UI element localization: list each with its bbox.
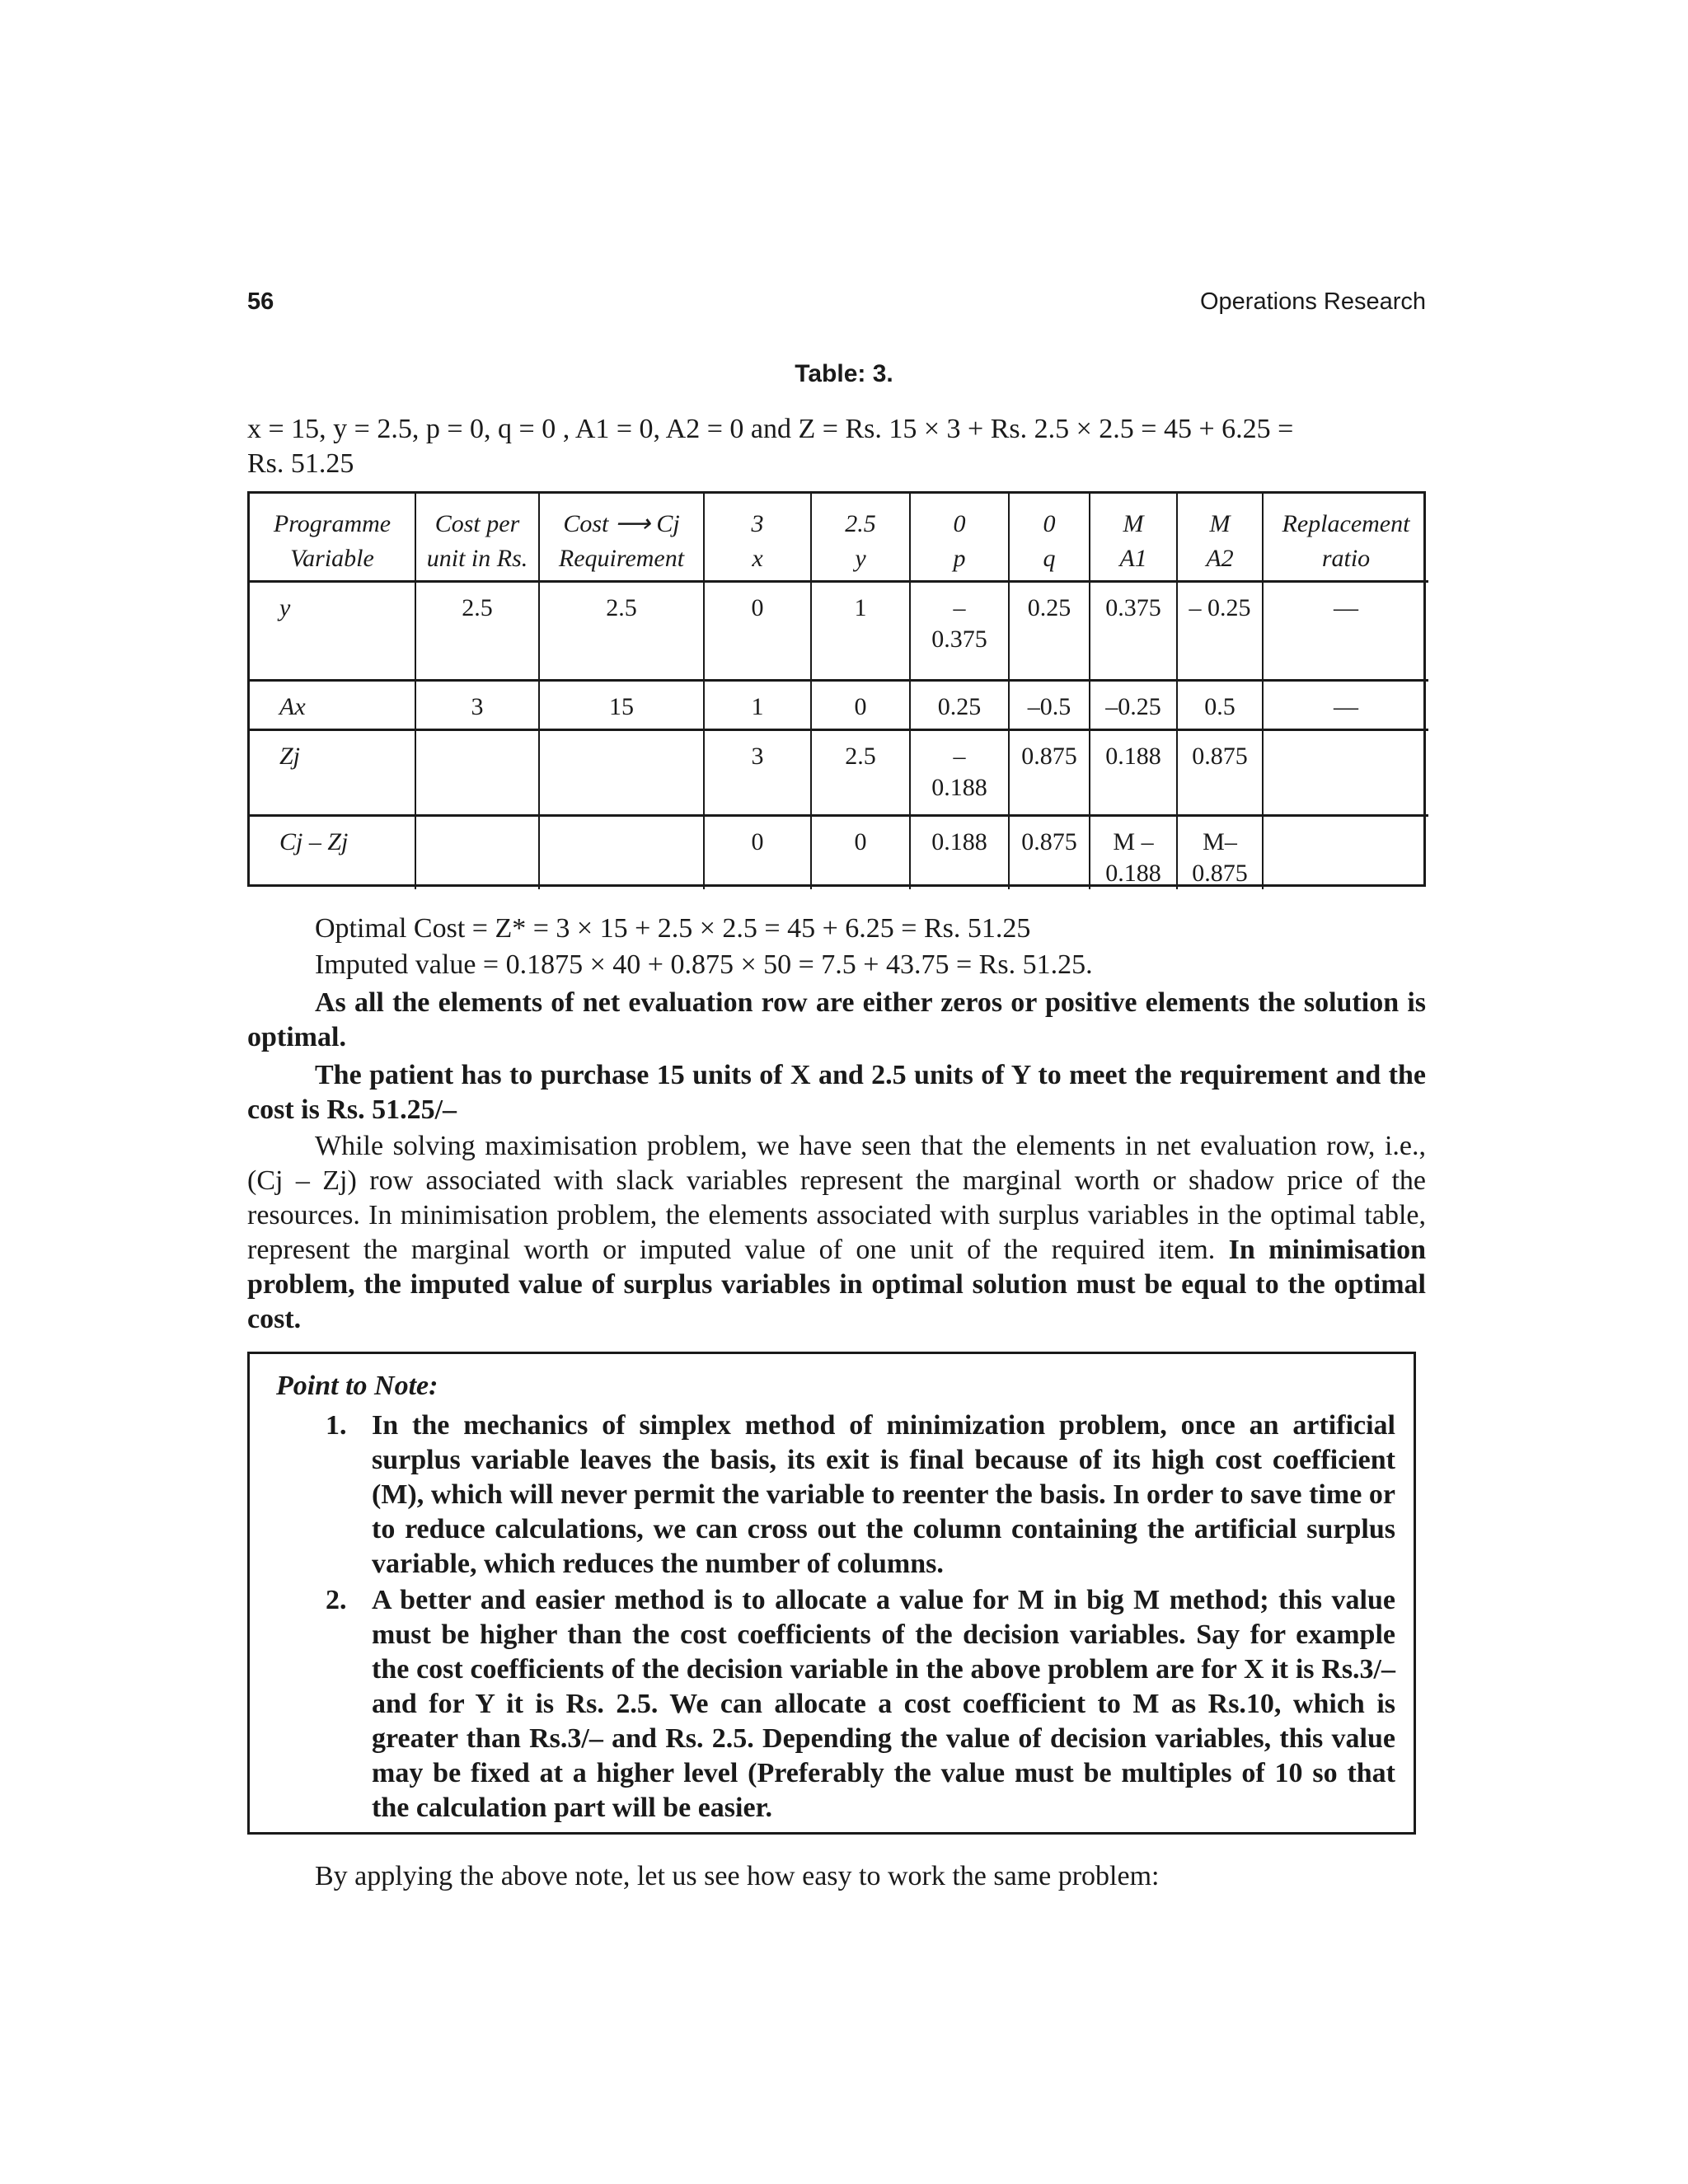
cell-text: — bbox=[1334, 594, 1358, 621]
imputed-value-line: Imputed value = 0.1875 × 40 + 0.875 × 50 = 7.5 + 43.75 = Rs. 51.25. bbox=[315, 949, 1093, 980]
note-item-number: 2. bbox=[326, 1585, 347, 1615]
cell-text: Programme bbox=[273, 510, 392, 537]
cell-text bbox=[1264, 827, 1428, 858]
cell-text: Cost per bbox=[434, 510, 520, 537]
cell-text: y bbox=[855, 545, 866, 572]
table-cell bbox=[705, 817, 812, 889]
table-cell bbox=[250, 583, 416, 682]
table-cell bbox=[812, 731, 911, 817]
table-cell bbox=[1090, 817, 1178, 889]
table-cell bbox=[812, 583, 911, 682]
table-cell bbox=[911, 682, 1010, 731]
table-cell bbox=[1090, 583, 1178, 682]
cell-text: – bbox=[953, 594, 966, 621]
cell-text: A2 bbox=[1206, 545, 1234, 572]
cell-text: M– bbox=[1203, 828, 1237, 855]
cell-text: –0.5 bbox=[1027, 693, 1071, 720]
closing-line: By applying the above note, let us see how easy to work the same problem: bbox=[315, 1861, 1160, 1891]
optimal-cost-line: Optimal Cost = Z* = 3 × 15 + 2.5 × 2.5 = 45 + 6.25 = Rs. 51.25 bbox=[315, 913, 1031, 944]
cell-text: Zj bbox=[279, 743, 301, 770]
cell-text: 0 bbox=[751, 594, 764, 621]
cell-text: 0.5 bbox=[1204, 693, 1236, 720]
table-cell bbox=[540, 817, 705, 889]
cell-text: 0.25 bbox=[1027, 594, 1071, 621]
table-cell bbox=[416, 583, 540, 682]
cell-text: 0.188 bbox=[931, 828, 987, 855]
cell-text: 0.375 bbox=[931, 626, 987, 653]
table-cell bbox=[416, 731, 540, 817]
cell-text: 0 bbox=[953, 510, 966, 537]
cell-text: 0 bbox=[1043, 510, 1056, 537]
note-item-text: A better and easier method is to allocate a value for M in big M method; this value must be higher than the cost coefficients of the decision variables. Say for example the cost coefficients of the decision variable in the above problem are for X it is Rs.3/– and for Y it is Rs. 2.5. We can allocate a cost coefficient to M as Rs.10, which is greater than Rs.3/– and Rs. 2.5. Depending the value of decision variables, this value may be fixed at a higher level (Preferably the value must be multiples of 10 so that the calculation part will be easier. bbox=[372, 1585, 1395, 1823]
solution-line-1: x = 15, y = 2.5, p = 0, q = 0 , A1 = 0, A2 = 0 and Z = Rs. 15 × 3 + Rs. 2.5 × 2.5 = 45 + 6.25 = bbox=[247, 414, 1294, 444]
cell-text: p bbox=[953, 545, 966, 572]
cell-text: 1 bbox=[751, 693, 764, 720]
table-header-cell bbox=[911, 494, 1010, 583]
cell-text: A1 bbox=[1119, 545, 1147, 572]
cell-text bbox=[540, 827, 703, 858]
cell-text: Replacement bbox=[1282, 510, 1410, 537]
table-cell bbox=[812, 817, 911, 889]
running-head: Operations Research bbox=[1199, 288, 1426, 315]
cell-text: — bbox=[1334, 693, 1358, 720]
point-to-note-box bbox=[247, 1352, 1416, 1835]
table-cell bbox=[1010, 682, 1090, 731]
table-cell bbox=[1010, 731, 1090, 817]
cell-text: 0 bbox=[751, 828, 764, 855]
table-cell bbox=[250, 682, 416, 731]
table-cell bbox=[1264, 583, 1428, 682]
marginal-paragraph-bold: In minimisation problem, the imputed value of surplus variables in optimal solution must be equal to the optimal cost. bbox=[247, 1235, 1426, 1334]
table-cell bbox=[540, 583, 705, 682]
cell-text: 0.875 bbox=[1192, 860, 1248, 887]
cell-text: 3 bbox=[751, 510, 764, 537]
cell-text: Variable bbox=[290, 545, 374, 572]
cell-text bbox=[540, 741, 703, 772]
cell-text: 2.5 bbox=[845, 743, 876, 770]
cell-text: Cost ⟶ Cj bbox=[563, 510, 680, 537]
cell-text: 0.875 bbox=[1021, 828, 1077, 855]
table-cell bbox=[1264, 731, 1428, 817]
cell-text: y bbox=[279, 594, 291, 621]
table-header-cell bbox=[250, 494, 416, 583]
cell-text: 0.188 bbox=[931, 774, 987, 801]
table-cell bbox=[1090, 731, 1178, 817]
table-cell bbox=[1090, 682, 1178, 731]
table-header-cell bbox=[1010, 494, 1090, 583]
table-cell bbox=[911, 731, 1010, 817]
table-cell bbox=[911, 817, 1010, 889]
cell-text: – bbox=[953, 743, 966, 770]
cell-text: 0.875 bbox=[1192, 743, 1248, 770]
table-cell bbox=[911, 583, 1010, 682]
cell-text: 0 bbox=[854, 693, 867, 720]
cell-text: 0.188 bbox=[1105, 743, 1161, 770]
table-cell bbox=[1178, 682, 1264, 731]
optimal-statement: As all the elements of net evaluation row are either zeros or positive elements the solution is optimal. bbox=[247, 987, 1426, 1052]
cell-text: 0.188 bbox=[1105, 860, 1161, 887]
note-item-1 bbox=[326, 1408, 1395, 1582]
table-cell bbox=[540, 731, 705, 817]
cell-text: 3 bbox=[751, 743, 764, 770]
cell-text: 2.5 bbox=[462, 594, 493, 621]
cell-text: x bbox=[752, 545, 763, 572]
table-header-cell bbox=[416, 494, 540, 583]
cell-text: ratio bbox=[1321, 545, 1371, 572]
table-cell bbox=[250, 817, 416, 889]
note-item-text: In the mechanics of simplex method of minimization problem, once an artificial surplus variable leaves the basis, its exit is final because of its high cost coefficient (M), which will never permit the variable to reenter the basis. In order to save time or to reduce calculations, we can cross out the column containing the artificial surplus variable, which reduces the number of columns. bbox=[372, 1410, 1395, 1579]
note-item-number: 1. bbox=[326, 1410, 347, 1441]
cell-text: Cj – Zj bbox=[279, 828, 349, 855]
cell-text: M bbox=[1209, 510, 1231, 537]
table-cell bbox=[705, 731, 812, 817]
cell-text: Requirement bbox=[558, 545, 685, 572]
table-cell bbox=[1010, 583, 1090, 682]
cell-text: 0.375 bbox=[1105, 594, 1161, 621]
table-header-cell bbox=[1090, 494, 1178, 583]
solution-line-2: Rs. 51.25 bbox=[247, 448, 354, 479]
cell-text: q bbox=[1043, 545, 1056, 572]
cell-text: Ax bbox=[279, 693, 306, 720]
cell-text: 2.5 bbox=[606, 594, 637, 621]
marginal-worth-paragraph bbox=[247, 1129, 1426, 1337]
cell-text: 3 bbox=[471, 693, 484, 720]
page-number: 56 bbox=[247, 288, 274, 315]
table-cell bbox=[705, 583, 812, 682]
simplex-table bbox=[247, 491, 1426, 887]
cell-text bbox=[1264, 741, 1428, 772]
table-cell bbox=[250, 731, 416, 817]
table-header-cell bbox=[705, 494, 812, 583]
table-cell bbox=[1264, 817, 1428, 889]
table-cell bbox=[812, 682, 911, 731]
note-title: Point to Note: bbox=[276, 1371, 438, 1401]
table-header-cell bbox=[1264, 494, 1428, 583]
note-item-2 bbox=[326, 1583, 1395, 1825]
cell-text: 2.5 bbox=[845, 510, 876, 537]
cell-text: –0.25 bbox=[1105, 693, 1161, 720]
cell-text: 0 bbox=[854, 828, 867, 855]
table-cell bbox=[705, 682, 812, 731]
purchase-statement: The patient has to purchase 15 units of X and 2.5 units of Y to meet the requirement and the cost is Rs. 51.25/– bbox=[247, 1060, 1426, 1125]
table-header-cell bbox=[812, 494, 911, 583]
table-caption: Table: 3. bbox=[795, 360, 893, 387]
table-cell bbox=[1178, 731, 1264, 817]
cell-text: M – bbox=[1113, 828, 1154, 855]
cell-text: 15 bbox=[609, 693, 634, 720]
table-cell bbox=[1010, 817, 1090, 889]
cell-text: – 0.25 bbox=[1189, 594, 1251, 621]
table-cell bbox=[1264, 682, 1428, 731]
cell-text: M bbox=[1123, 510, 1144, 537]
table-cell bbox=[1178, 583, 1264, 682]
table-cell bbox=[416, 682, 540, 731]
table-cell bbox=[540, 682, 705, 731]
cell-text bbox=[416, 827, 538, 858]
table-cell bbox=[1178, 817, 1264, 889]
cell-text bbox=[416, 741, 538, 772]
cell-text: 1 bbox=[854, 594, 867, 621]
table-cell bbox=[416, 817, 540, 889]
cell-text: unit in Rs. bbox=[426, 545, 528, 572]
table-header-cell bbox=[540, 494, 705, 583]
table-header-cell bbox=[1178, 494, 1264, 583]
marginal-paragraph-text: While solving maximisation problem, we have seen that the elements in net evaluation row, i.e., (Cj – Zj) row associated with slack variables represent the marginal worth or shadow price of the resources. In minimisation problem, the elements associated with surplus variables in the optimal table, represent the marginal worth or imputed value of one unit of the required item. bbox=[247, 1131, 1426, 1265]
cell-text: 0.25 bbox=[937, 693, 982, 720]
cell-text: 0.875 bbox=[1021, 743, 1077, 770]
